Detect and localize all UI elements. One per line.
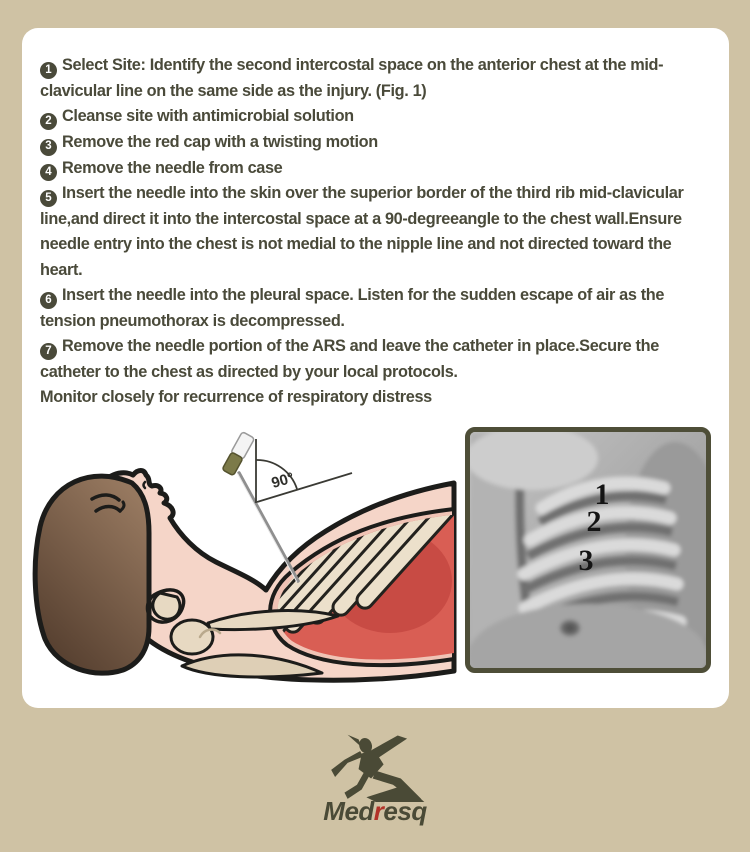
runner-logo-icon [310, 730, 440, 802]
step-4-text: Remove the needle from case [62, 158, 283, 177]
step-3-text: Remove the red cap with a twisting motion [62, 132, 378, 151]
step-3 [40, 130, 715, 156]
step-4-number-badge: 4 [40, 164, 57, 181]
rib-label-3: 3 [578, 544, 594, 577]
needle [222, 432, 298, 582]
angle-label: 90° [269, 469, 297, 492]
step-2-text: Cleanse site with antimicrobial solution [62, 107, 354, 126]
logo-wordmark [323, 796, 426, 827]
patient-illustration [32, 423, 462, 685]
logo-part-r: r [373, 796, 384, 826]
logo-part-esq: esq [383, 796, 427, 826]
instruction-steps [22, 28, 729, 411]
rib-photo [465, 427, 711, 673]
step-7-text: Remove the needle portion of the ARS and leave the catheter in place.Secure the catheter to the chest as directed by your local protocols. [40, 337, 659, 381]
step-2 [40, 104, 715, 130]
brand-logo [0, 730, 750, 827]
step-5-text: Insert the needle into the skin over the superior border of the third rib mid-clavicular line,and direct it into the intercostal space at a 90-degreeangle to the chest wall.Ensure needle entry into the chest is not medial to the nipple line and not directed toward the heart. [40, 184, 684, 279]
angle-annotation [256, 439, 352, 503]
logo-part-med: Med [323, 796, 374, 826]
step-6-number-badge: 6 [40, 292, 57, 309]
step-5-number-badge: 5 [40, 190, 57, 207]
rib-label-2: 2 [586, 505, 602, 538]
step-1 [40, 53, 715, 104]
instruction-card [22, 28, 729, 708]
step-7-number-badge: 7 [40, 343, 57, 360]
step-4 [40, 156, 715, 182]
rib-label-1: 1 [594, 478, 610, 511]
step-1-number-badge: 1 [40, 62, 57, 79]
step-6 [40, 283, 715, 334]
step-7 [40, 334, 715, 385]
closing-note: Monitor closely for recurrence of respiratory distress [40, 388, 432, 407]
step-3-number-badge: 3 [40, 139, 57, 156]
step-6-text: Insert the needle into the pleural space. Listen for the sudden escape of air as the tension pneumothorax is decompressed. [40, 286, 665, 330]
step-5 [40, 181, 715, 283]
step-1-text: Select Site: Identify the second intercostal space on the anterior chest at the mid-clavicular line on the same side as the injury. (Fig. 1) [40, 56, 664, 100]
step-2-number-badge: 2 [40, 113, 57, 130]
hair [35, 476, 149, 673]
